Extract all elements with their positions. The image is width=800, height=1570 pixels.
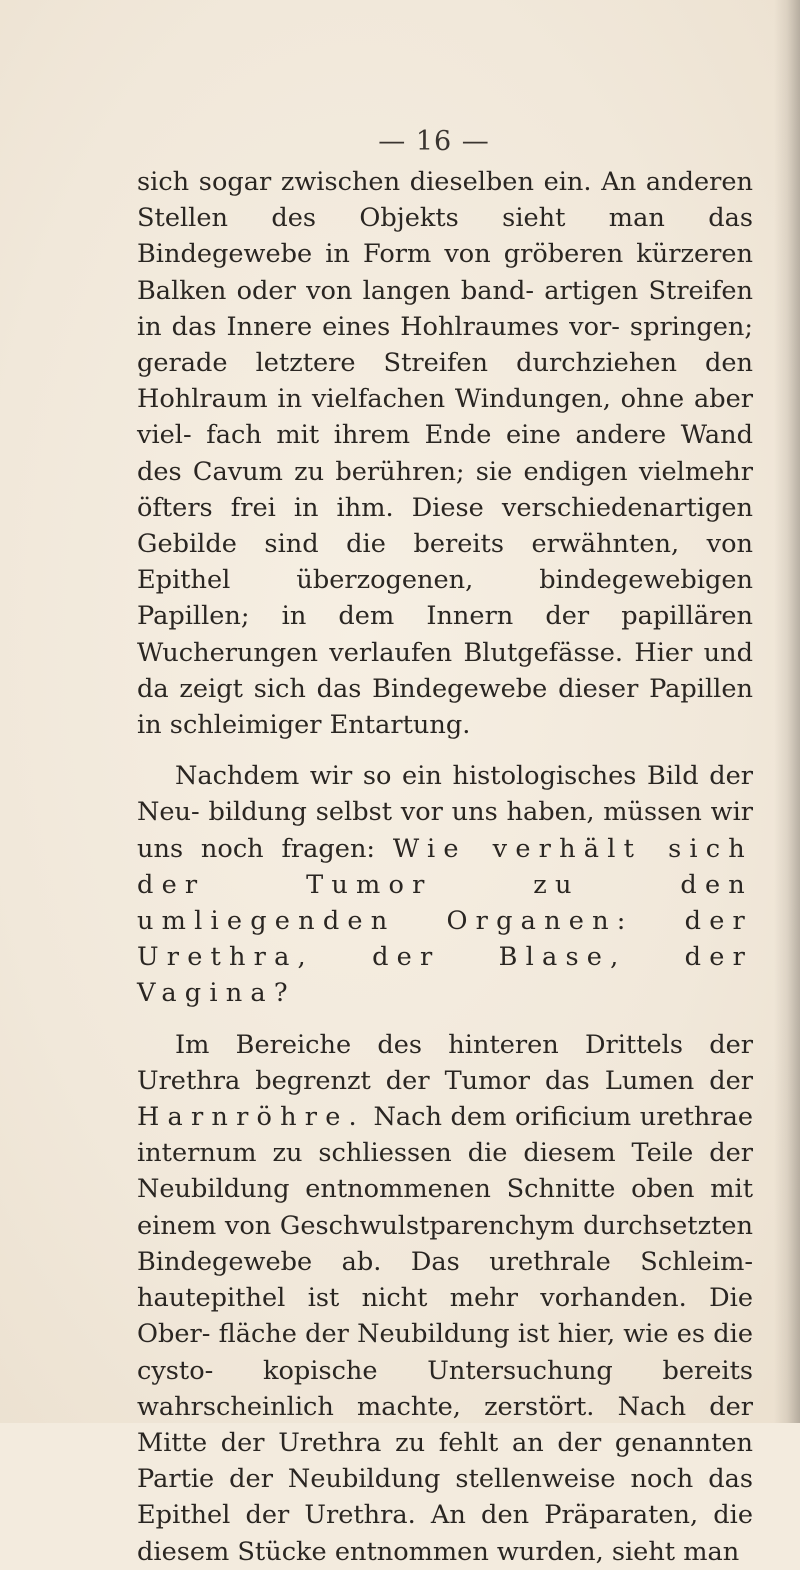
paragraph-2 (137, 758, 753, 1011)
paragraph-1: sich sogar zwischen dieselben ein. An anderen Stellen des Objekts sieht man das Bindegewebe in Form von gröberen kürzeren Balken oder von langen band- artigen Streifen in das Innere eines Hohlraumes vor- springen; gerade letztere Streifen durchziehen den Hohlraum in vielfachen Windungen, ohne aber viel- fach mit ihrem Ende eine andere Wand des Cavum zu berühren; sie endigen vielmehr öfters frei in ihm. Diese verschiedenartigen Gebilde sind die bereits erwähnten, von Epithel überzogenen, bindegewebigen Papillen; in dem Innern der papillären Wucherungen verlaufen Blutgefässe. Hier und da zeigt sich das Bindegewebe dieser Papillen in schleimiger Entartung. (137, 167, 753, 741)
paragraph-2-text: Nachdem wir so ein histologisches Bild der Neu- bildung selbst vor uns haben, müssen wir uns noch fragen: (137, 761, 753, 864)
page-edge-shadow (774, 0, 800, 1423)
page-number: — 16 — (378, 126, 490, 157)
paragraph-3-text-start: Im Bereiche des hinteren Drittels der Urethra begrenzt der Tumor das Lumen der (137, 1029, 753, 1096)
spaced-term: Harnröhre. (137, 1102, 365, 1133)
paragraph-3-text-rest: Nach dem orificium urethrae internum zu schliessen die diesem Teile der Neubildung entnommenen Schnitte oben mit einem von Geschwulstparenchym durchsetzten Bindegewebe ab. Das urethrale Schleim- hautepithel ist nicht mehr vorhanden. Die Ober- fläche der Neubildung ist hier, wie es die cysto- kopische Untersuchung bereits wahrscheinlich machte, zerstört. Nach der Mitte der Urethra zu fehlt an der genannten Partie der Neubildung stellenweise noch das Epithel der Urethra. An den Präparaten, die diesem Stücke entnommen wurden, sieht man (137, 1102, 753, 1567)
paragraph-3 (137, 1027, 753, 1570)
body-text (137, 164, 753, 1570)
spaced-question: Wie verhält sich der Tumor zu den umliegenden Organen: der Urethra, der Blase, der Vagina? (137, 833, 753, 1009)
